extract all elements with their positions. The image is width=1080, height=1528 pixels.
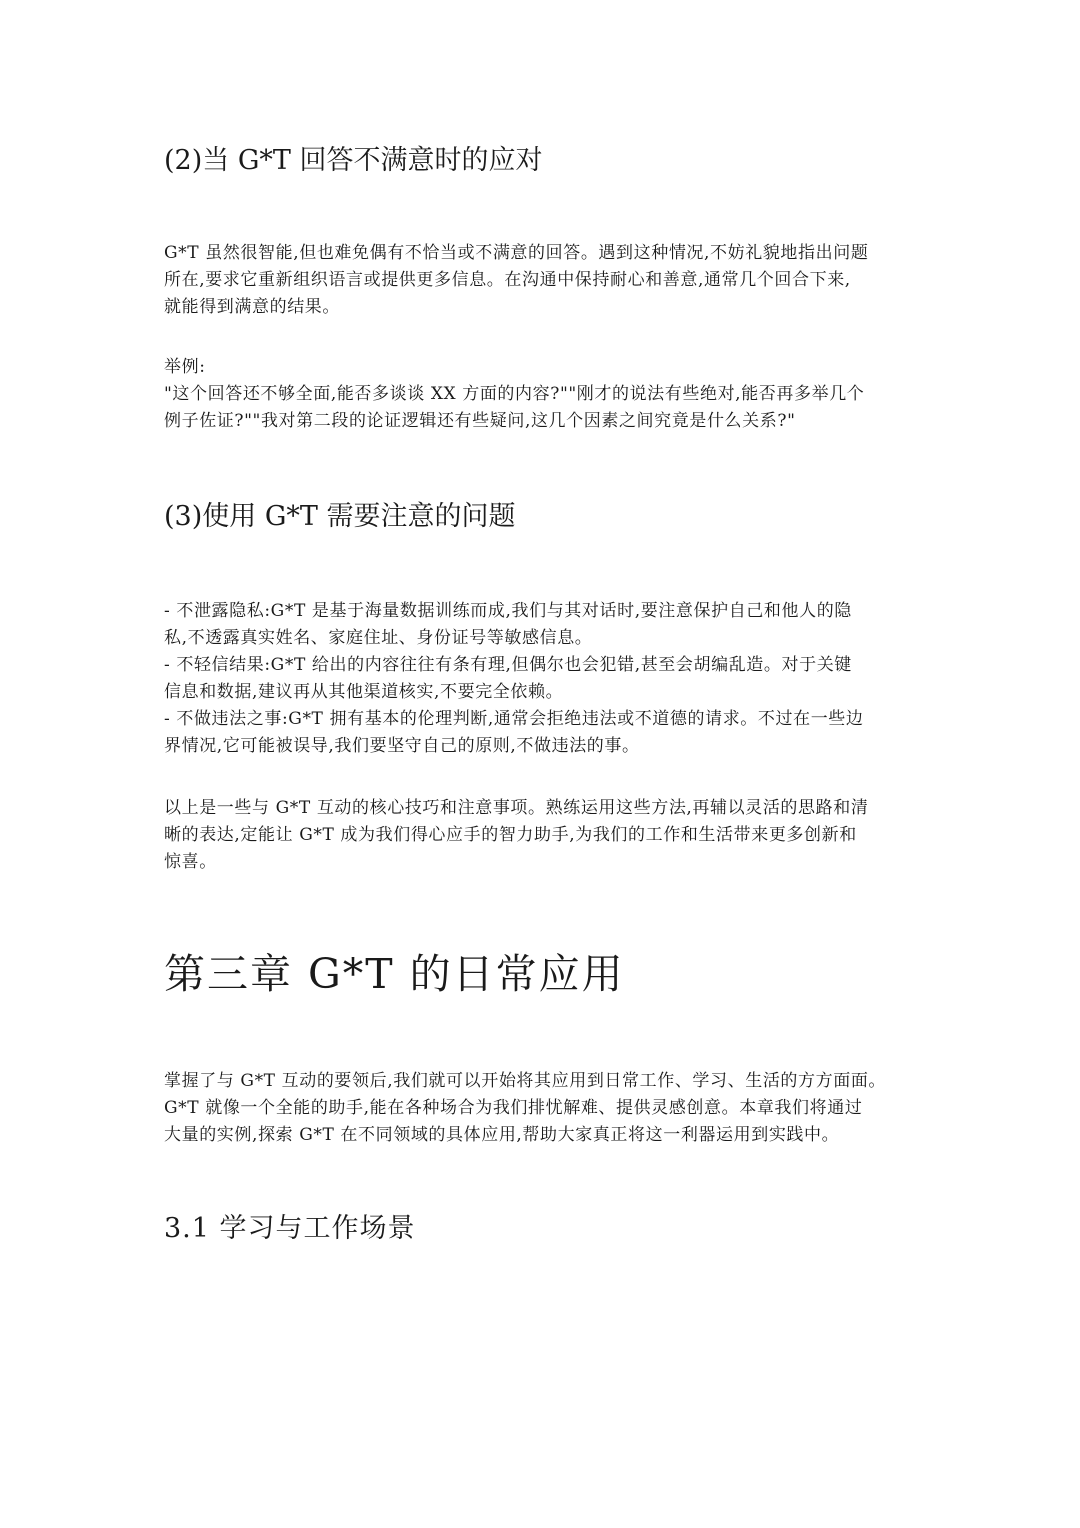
list-item-line: 信息和数据,建议再从其他渠道核实,不要完全依赖。 — [164, 682, 564, 702]
paragraph-line: 就能得到满意的结果。 — [164, 297, 340, 317]
section-heading-2: (2)当 G*T 回答不满意时的应对 — [164, 145, 543, 176]
caution-list — [164, 598, 924, 760]
paragraph-line: G*T 就像一个全能的助手,能在各种场合为我们排忧解难、提供灵感创意。本章我们将通过 — [164, 1098, 863, 1118]
section-heading-3: (3)使用 G*T 需要注意的问题 — [164, 501, 516, 532]
list-item-line: 私,不透露真实姓名、家庭住址、身份证号等敏感信息。 — [164, 628, 593, 648]
paragraph-line: 以上是一些与 G*T 互动的核心技巧和注意事项。熟练运用这些方法,再辅以灵活的思路和清 — [164, 798, 869, 818]
list-item-line: - 不做违法之事:G*T 拥有基本的伦理判断,通常会拒绝违法或不道德的请求。不过在一些边 — [164, 709, 864, 729]
paragraph-line: 惊喜。 — [164, 852, 217, 872]
chapter-intro — [164, 1068, 924, 1149]
paragraph-line: 掌握了与 G*T 互动的要领后,我们就可以开始将其应用到日常工作、学习、生活的方方面面。 — [164, 1071, 887, 1091]
example-line: "这个回答还不够全面,能否多谈谈 XX 方面的内容?""刚才的说法有些绝对,能否再多举几个 — [164, 384, 865, 404]
paragraph-line: 晰的表达,定能让 G*T 成为我们得心应手的智力助手,为我们的工作和生活带来更多创新和 — [164, 825, 857, 845]
list-item-line: 界情况,它可能被误导,我们要坚守自己的原则,不做违法的事。 — [164, 736, 640, 756]
paragraph-line: 所在,要求它重新组织语言或提供更多信息。在沟通中保持耐心和善意,通常几个回合下来, — [164, 270, 851, 290]
summary-paragraph — [164, 795, 924, 876]
paragraph-line: 大量的实例,探索 G*T 在不同领域的具体应用,帮助大家真正将这一利器运用到实践中。 — [164, 1125, 840, 1145]
example-line: 例子佐证?""我对第二段的论证逻辑还有些疑问,这几个因素之间究竟是什么关系?" — [164, 411, 796, 431]
list-item-line: - 不泄露隐私:G*T 是基于海量数据训练而成,我们与其对话时,要注意保护自己和他人的隐 — [164, 601, 852, 621]
example-block — [164, 354, 924, 435]
subsection-title: 3.1 学习与工作场景 — [164, 1213, 416, 1244]
chapter-title: 第三章 G*T 的日常应用 — [164, 950, 625, 998]
section-2-paragraph — [164, 240, 924, 321]
example-label: 举例: — [164, 357, 206, 377]
list-item-line: - 不轻信结果:G*T 给出的内容往往有条有理,但偶尔也会犯错,甚至会胡编乱造。对于关键 — [164, 655, 852, 675]
paragraph-line: G*T 虽然很智能,但也难免偶有不恰当或不满意的回答。遇到这种情况,不妨礼貌地指出问题 — [164, 243, 869, 263]
